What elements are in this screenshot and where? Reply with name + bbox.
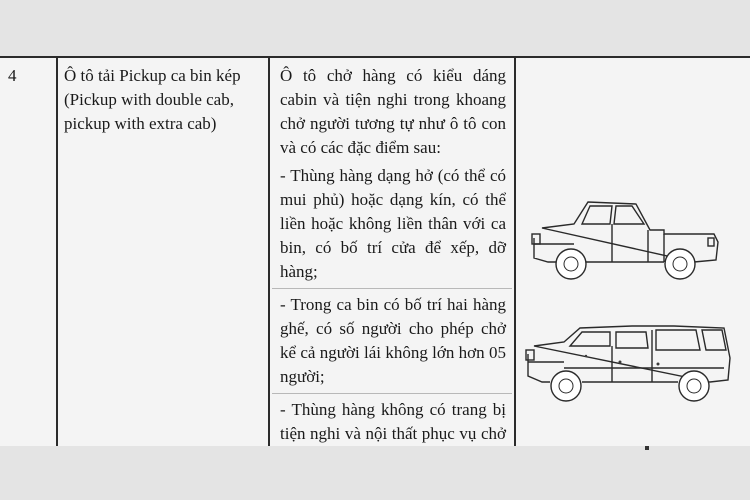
vehicle-name-cell <box>58 56 268 446</box>
description-intro: Ô tô chở hàng có kiểu dáng cabin và tiện nghi trong khoang chở người tương tự như ô tô con và có các đặc điểm sau: <box>280 66 506 157</box>
vehicle-classification-table <box>0 56 750 446</box>
vehicle-name-vi: Ô tô tải Pickup ca bin kép <box>64 66 241 85</box>
vehicle-name-en-2: pickup with extra cab) <box>64 114 217 133</box>
column-divider-2 <box>268 56 270 446</box>
row-number-cell <box>0 56 56 446</box>
row-number: 4 <box>8 66 17 85</box>
bottom-margin <box>0 446 750 500</box>
description-separator-1 <box>272 288 512 289</box>
description-point-3: - Thùng hàng không có trang bị tiện nghi và nội thất phục vụ chở <box>280 400 506 443</box>
description-point-1: - Thùng hàng dạng hở (có thể có mui phủ) hoặc dạng kín, có thể liền hoặc không liền thân với ca bin, có bố trí cửa để xếp, dỡ hàng; <box>280 166 506 281</box>
pickup-truck-canopy-icon <box>524 318 734 418</box>
pickup-truck-open-bed-icon <box>528 194 728 294</box>
page-mark <box>645 446 649 450</box>
description-separator-2 <box>272 393 512 394</box>
vehicle-name-en-1: (Pickup with double cab, <box>64 90 234 109</box>
illustration-cell <box>516 56 750 446</box>
top-margin <box>0 0 750 56</box>
description-point-2: - Trong ca bin có bố trí hai hàng ghế, có số người cho phép chở kể cả người lái không lớn hơn 05 người; <box>280 295 506 386</box>
description-cell <box>272 56 512 446</box>
